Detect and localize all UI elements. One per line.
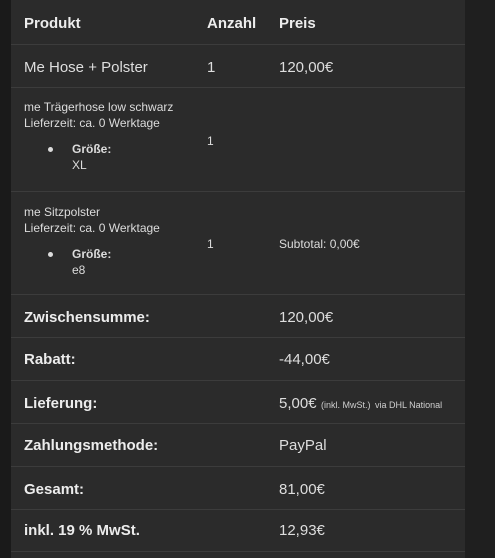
- item-name: me Trägerhose low schwarz: [24, 100, 174, 114]
- attribute-size: [24, 246, 160, 278]
- attribute-label: Größe:: [72, 247, 112, 261]
- table-row: [11, 88, 465, 192]
- item-delivery-time: Lieferzeit: ca. 0 Werktage: [24, 116, 160, 130]
- total-value: 81,00€: [279, 481, 325, 498]
- item-quantity: 1: [207, 134, 214, 148]
- shipping-label: Lieferung:: [24, 395, 98, 412]
- item-name: me Sitzpolster: [24, 205, 101, 219]
- left-edge: [0, 0, 11, 558]
- header-product: Produkt: [24, 15, 81, 32]
- shipping-tax-note: (inkl. MwSt.): [321, 400, 371, 410]
- total-row: [11, 467, 465, 510]
- item-delivery-time: Lieferzeit: ca. 0 Werktage: [24, 221, 160, 235]
- attribute-size: [24, 141, 173, 173]
- payment-row: [11, 424, 465, 467]
- shipping-value: 5,00€: [279, 395, 317, 412]
- item-attributes: [24, 141, 173, 173]
- payment-value: PayPal: [279, 437, 327, 454]
- item-subtotal: Subtotal: 0,00€: [279, 237, 360, 251]
- header-quantity: Anzahl: [207, 15, 257, 32]
- shipping-value-group: [279, 395, 442, 413]
- bullet-icon: [48, 252, 53, 257]
- right-margin: [465, 0, 495, 558]
- header-price: Preis: [279, 15, 316, 32]
- table-row: [11, 192, 465, 295]
- attribute-value: e8: [72, 263, 86, 277]
- discount-row: [11, 338, 465, 381]
- vat-value: 12,93€: [279, 522, 325, 539]
- item-name: Me Hose + Polster: [24, 59, 148, 76]
- shipping-method: via DHL National: [374, 400, 443, 410]
- item-price: 120,00€: [279, 59, 334, 76]
- item-attributes: [24, 246, 160, 278]
- discount-value: -44,00€: [279, 351, 330, 368]
- vat-row: [11, 510, 465, 552]
- shipping-row: [11, 381, 465, 424]
- payment-label: Zahlungsmethode:: [24, 437, 159, 454]
- subtotal-row: [11, 295, 465, 338]
- total-label: Gesamt:: [24, 481, 85, 498]
- item-details: [24, 204, 160, 278]
- item-details: [24, 99, 173, 173]
- item-quantity: 1: [207, 237, 214, 251]
- attribute-value: XL: [72, 158, 87, 172]
- bullet-icon: [48, 147, 53, 152]
- table-row: [11, 45, 465, 88]
- subtotal-label: Zwischensumme:: [24, 309, 150, 326]
- discount-label: Rabatt:: [24, 351, 76, 368]
- item-quantity: 1: [207, 59, 216, 76]
- order-table: [11, 0, 465, 558]
- attribute-label: Größe:: [72, 142, 112, 156]
- table-header-row: [11, 0, 465, 45]
- subtotal-value: 120,00€: [279, 309, 334, 326]
- vat-label: inkl. 19 % MwSt.: [24, 522, 140, 539]
